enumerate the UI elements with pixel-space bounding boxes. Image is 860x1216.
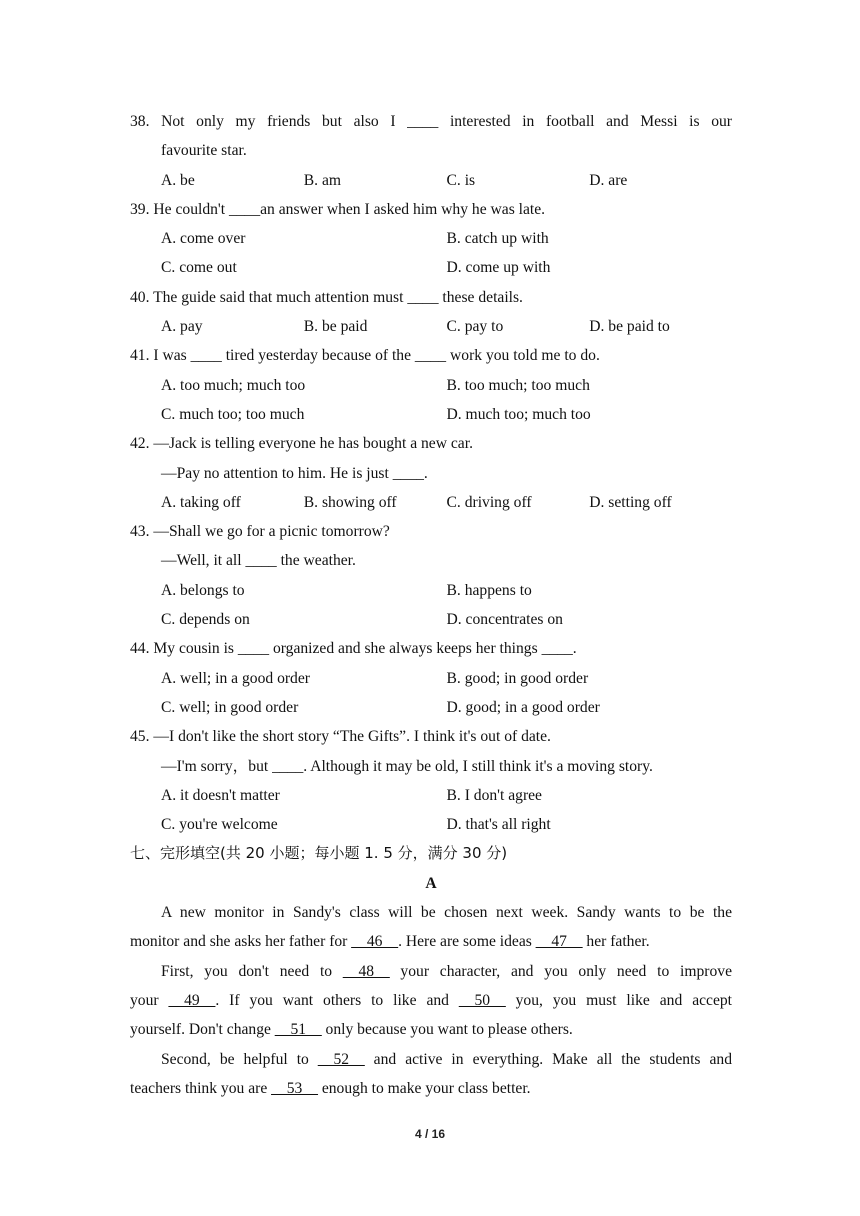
exam-page <box>130 107 732 1103</box>
option-a: A. be <box>161 171 195 189</box>
passage-text: First, you don't need to <box>161 962 343 980</box>
option-a: A. pay <box>161 318 203 336</box>
option-b: B. showing off <box>303 493 397 511</box>
option-a: A. well; in a good order <box>161 669 310 687</box>
question-42-options <box>130 488 732 517</box>
option-d: D. be paid to <box>589 318 670 336</box>
blank-48: __48__ <box>342 962 390 980</box>
passage-line <box>130 986 732 1015</box>
passage-text: your <box>130 991 169 1009</box>
question-43-options-ab <box>130 576 732 605</box>
option-a: A. come over <box>161 230 246 248</box>
passage-text: yourself. Don't change <box>130 1021 275 1039</box>
question-41-stem: 41. I was ____ tired yesterday because of the ____ work you told me to do. <box>130 347 600 365</box>
question-45-options-cd <box>130 810 732 839</box>
blank-50: __50__ <box>458 991 506 1009</box>
question-45-reply: —I'm sorry，but ____. Although it may be old, I still think it's a moving story. <box>161 757 653 775</box>
option-b: B. am <box>303 171 341 189</box>
option-b: B. good; in good order <box>446 669 589 687</box>
question-43-reply: —Well, it all ____ the weather. <box>161 552 356 570</box>
option-c: C. come out <box>161 259 237 277</box>
option-d: D. much too; much too <box>446 405 591 423</box>
option-b: B. be paid <box>303 318 368 336</box>
question-39-stem: 39. He couldn't ____an answer when I asked him why he was late. <box>130 200 546 218</box>
option-a: A. belongs to <box>161 581 245 599</box>
question-38-stem-cont: favourite star. <box>161 142 247 160</box>
blank-49: __49__ <box>168 991 216 1009</box>
passage-label: A <box>425 874 437 892</box>
option-c: C. driving off <box>446 493 532 511</box>
question-41-options-cd <box>130 400 732 429</box>
passage-text: monitor and she asks her father for <box>130 933 352 951</box>
option-b: B. too much; too much <box>446 376 590 394</box>
option-c: C. much too; too much <box>161 405 305 423</box>
question-44-options-ab <box>130 664 732 693</box>
section-heading: 七、完形填空(共 20 小题；每小题 1. 5 分，满分 30 分) <box>130 844 508 863</box>
blank-52: __52__ <box>317 1050 365 1068</box>
question-44-options-cd <box>130 693 732 722</box>
passage-text: Second, be helpful to <box>161 1050 318 1068</box>
passage-line <box>130 957 732 986</box>
question-44-stem: 44. My cousin is ____ organized and she always keeps her things ____. <box>130 640 577 658</box>
passage-line <box>130 927 732 956</box>
passage-text: . If you want others to like and <box>215 991 459 1009</box>
question-45-stem: 45. —I don't like the short story “The Gifts”. I think it's out of date. <box>130 728 551 746</box>
option-d: D. that's all right <box>446 816 551 834</box>
passage-text: teachers think you are <box>130 1079 272 1097</box>
option-c: C. depends on <box>161 611 250 629</box>
option-c: C. pay to <box>446 318 504 336</box>
question-39-options-ab <box>130 224 732 253</box>
question-43-options-cd <box>130 605 732 634</box>
blank-51: __51__ <box>274 1021 322 1039</box>
passage-line <box>130 1015 732 1044</box>
question-42-stem: 42. —Jack is telling everyone he has bought a new car. <box>130 435 473 453</box>
passage-text: only because you want to please others. <box>321 1021 573 1039</box>
passage-line: A new monitor in Sandy's class will be chosen next week. Sandy wants to be the <box>161 904 732 922</box>
passage-line <box>130 1074 732 1103</box>
option-b: B. catch up with <box>446 230 549 248</box>
passage-text: you, you must like and accept <box>505 991 732 1009</box>
passage-text: your character, and you only need to improve <box>389 962 732 980</box>
question-42-reply: —Pay no attention to him. He is just ____. <box>161 464 428 482</box>
question-43-stem: 43. —Shall we go for a picnic tomorrow? <box>130 523 390 541</box>
page-number: 4 / 16 <box>414 1127 446 1141</box>
option-d: D. come up with <box>446 259 551 277</box>
option-c: C. well; in good order <box>161 698 299 716</box>
passage-text: and active in everything. Make all the students and <box>364 1050 732 1068</box>
question-38-stem: 38. Not only my friends but also I ____ interested in football and Messi is our <box>130 113 732 130</box>
option-d: D. are <box>589 171 628 189</box>
question-40-stem: 40. The guide said that much attention must ____ these details. <box>130 288 523 306</box>
question-38-options <box>130 166 732 195</box>
question-41-options-ab <box>130 371 732 400</box>
passage-text: her father. <box>582 933 650 951</box>
option-a: A. too much; much too <box>161 376 306 394</box>
question-40-options <box>130 312 732 341</box>
question-45-options-ab <box>130 781 732 810</box>
option-c: C. you're welcome <box>161 816 278 834</box>
question-39-options-cd <box>130 253 732 282</box>
option-a: A. it doesn't matter <box>161 786 280 804</box>
option-a: A. taking off <box>161 493 241 511</box>
blank-53: __53__ <box>271 1079 318 1097</box>
option-b: B. I don't agree <box>446 786 542 804</box>
passage-text: enough to make your class better. <box>317 1079 531 1097</box>
passage-line <box>130 1045 732 1074</box>
option-d: D. setting off <box>589 493 672 511</box>
option-b: B. happens to <box>446 581 532 599</box>
option-d: D. concentrates on <box>446 611 563 629</box>
blank-47: __47__ <box>535 933 583 951</box>
blank-46: __46__ <box>351 933 399 951</box>
passage-text: . Here are some ideas <box>398 933 536 951</box>
option-d: D. good; in a good order <box>446 698 600 716</box>
option-c: C. is <box>446 171 476 189</box>
